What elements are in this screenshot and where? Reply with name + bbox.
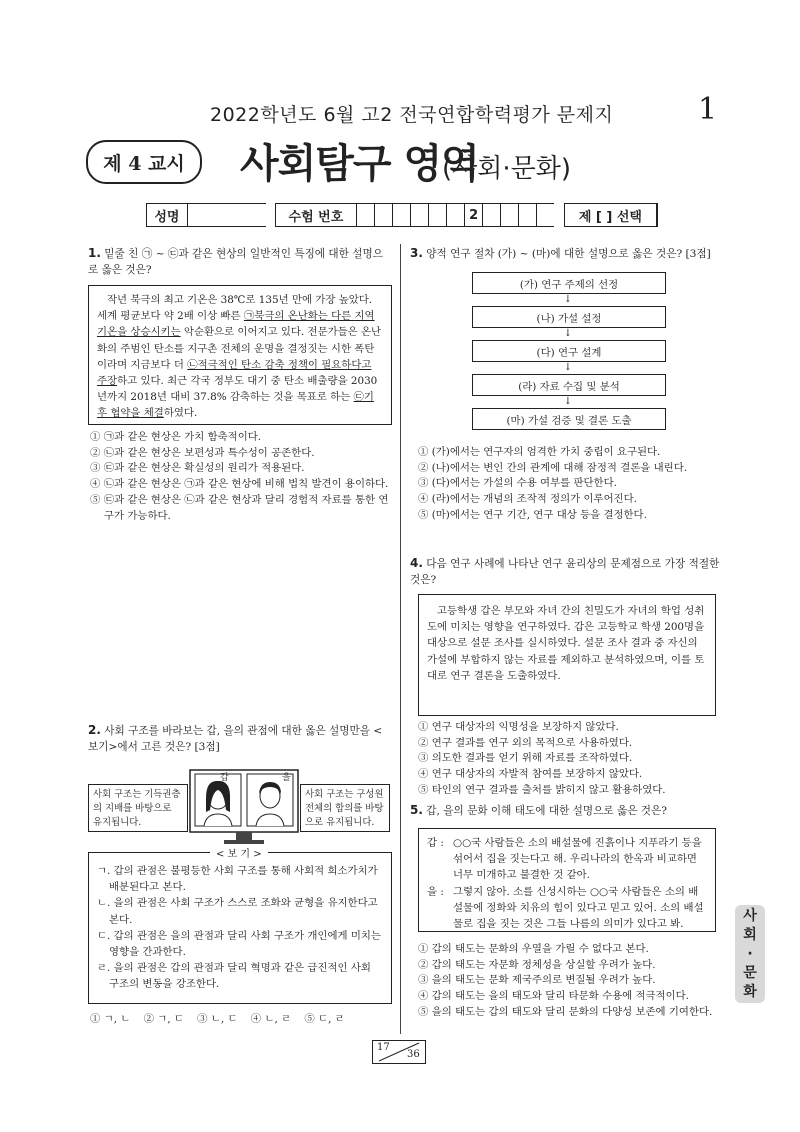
subject-subtitle: (사회·문화) [442,154,572,184]
passage-text: 하였다. [163,407,198,420]
option-5[interactable]: ⑤ ㉢과 같은 현상은 ㉡과 같은 현상과 달리 경험적 자료를 통한 연구가 가능하다. [90,493,389,522]
question-stem: 갑, 을의 문화 이해 태도에 대한 설명으로 옳은 것은? [426,805,667,817]
dialogue-text: 그렇지 않아. 소를 신성시하는 ○○국 사람들은 소의 배설물에 정화와 치유의 힘이 있다고 믿고 있어. 소의 배설물로 집을 짓는 것은 그들 나름의 의미가 있다고 봐. [453,885,704,931]
bogi-title: < 보 기 > [210,845,268,860]
exam-number-digit[interactable] [482,203,500,227]
option-2[interactable]: ② (나)에서는 변인 간의 관계에 대해 잠정적 결론을 내린다. [418,461,688,474]
question-number: 3. [410,246,423,260]
research-flowchart [472,272,666,430]
dialogue-text: ○○국 사람들은 소의 배설물에 진흙이나 지푸라기 등을 섞어서 집을 짓는다고 해. 우리나라의 한옥과 비교하면 너무 미개하고 불결한 것 같아. [453,837,702,882]
exam-number-digit[interactable] [392,203,410,227]
exam-number-digit[interactable] [356,203,374,227]
option-5[interactable]: ⑤ 을의 태도는 갑의 태도와 달리 문화의 다양성 보존에 기여한다. [418,1005,713,1018]
exam-number-digit[interactable] [518,203,536,227]
speaker-label: 을 : [427,885,444,898]
dialogue-line-b [427,884,707,933]
page-number: 1 [698,92,718,127]
exam-number-digit[interactable] [536,203,554,227]
exam-number-label: 수험 번호 [275,203,356,227]
question-4 [410,555,730,588]
option-4[interactable]: ④ (라)에서는 개념의 조작적 정의가 이루어진다. [418,493,637,506]
flow-step: (나) 가설 설정 [472,306,666,328]
option-2[interactable]: ② 갑의 태도는 자문화 정체성을 상실할 우려가 높다. [418,958,656,971]
underline-c: ㉢기후 협약을 체결 [97,391,374,420]
exam-number-digit-fixed: 2 [464,203,482,227]
q4-options [418,720,734,799]
side-tab-char: 문 [743,964,757,981]
flow-step: (마) 가설 검증 및 결론 도출 [472,408,666,430]
exam-number-digit[interactable] [374,203,392,227]
speech-bubble-a: 사회 구조는 기득권층의 지배를 바탕으로 유지됩니다. [88,784,188,832]
option-2[interactable]: ② 연구 결과를 연구 외의 목적으로 사용하였다. [418,736,633,749]
elective-choice-field[interactable]: 제 [ ] 선택 [564,203,658,227]
flow-step: (가) 연구 주제의 선정 [472,272,666,294]
bogi-item[interactable]: ㄷ. 갑의 관점은 을의 관점과 달리 사회 구조가 개인에게 미치는 영향을 간과한다. [97,929,381,959]
dialogue-line-a [427,835,707,884]
page-counter [372,1040,426,1064]
student-info-bar [146,203,658,227]
underline-a: ㉠북극의 온난화는 다른 지역 기온을 상승시키는 [97,310,375,339]
q5-dialogue-box [418,828,716,932]
exam-number-digit[interactable] [500,203,518,227]
exam-number-digit[interactable] [410,203,428,227]
option-5[interactable]: ⑤ 타인의 연구 결과를 출처를 밝히지 않고 활용하였다. [418,783,666,796]
subject-side-tab [735,905,765,1003]
side-tab-char: 사 [743,907,757,924]
column-divider [400,244,401,1034]
q5-options [418,942,734,1021]
q1-options [90,430,392,524]
bogi-item[interactable]: ㄹ. 을의 관점은 갑의 관점과 달리 혁명과 같은 급진적인 사회 구조의 변동을 강조한다. [97,962,371,991]
option-1[interactable]: ① 갑의 태도는 문화의 우열을 가릴 수 없다고 본다. [418,943,649,955]
option-4[interactable]: ④ ㉡과 같은 현상은 ㉠과 같은 현상에 비해 법칙 발견이 용이하다. [90,478,389,491]
speech-bubble-b: 사회 구조는 구성원 전체의 합의를 바탕으로 유지됩니다. [300,784,390,832]
name-field[interactable] [187,203,266,227]
question-5 [410,802,730,819]
option-5[interactable]: ⑤ (마)에서는 연구 기간, 연구 대상 등을 결정한다. [418,508,647,521]
flow-step: (다) 연구 설계 [472,340,666,362]
option-1[interactable]: ① (가)에서는 연구자의 엄격한 가치 중립이 요구된다. [418,446,661,458]
q1-passage-box [88,285,392,425]
question-number: 2. [88,723,101,737]
question-stem: 사회 구조를 바라보는 갑, 을의 관점에 대한 옳은 설명만을 <보기>에서 고른 것은? [3점] [88,725,383,753]
underline-b: ㉡적극적인 탄소 감축 정책이 필요하다고 주장 [97,358,372,388]
down-arrow-icon: ↓ [563,294,573,305]
option-3[interactable]: ③ 을의 태도는 문화 제국주의로 변질될 우려가 높다. [418,974,656,987]
option-3[interactable]: ③ ㉢과 같은 현상은 확실성의 원리가 적용된다. [90,462,305,475]
option-4[interactable]: ④ 연구 대상자의 자발적 참여를 보장하지 않았다. [418,768,643,781]
q3-options [418,445,734,524]
period-badge: 제 4 교시 [86,140,202,184]
question-2 [88,722,392,755]
passage-text: 악순환으로 이어지고 있다. 전문가들은 온난화의 주범인 탄소를 지구촌 전체의 운명을 결정짓는 시한 폭탄이라며 지금보다 더 [97,326,382,371]
option-1[interactable]: ① 연구 대상자의 익명성을 보장하지 않았다. [418,721,619,733]
option-2[interactable]: ② ㉡과 같은 현상은 보편성과 특수성이 공존한다. [90,446,315,459]
name-label: 성명 [146,203,187,227]
question-stem: 다음 연구 사례에 나타난 연구 윤리상의 문제점으로 가장 적절한 것은? [410,558,720,586]
question-stem: 양적 연구 절차 (가) ~ (마)에 대한 설명으로 옳은 것은? [3점] [426,248,711,260]
exam-title: 2022학년도 6월 고2 전국연합학력평가 문제지 [210,104,614,126]
option-1[interactable]: ① ㉠과 같은 현상은 가치 함축적이다. [90,431,262,443]
bogi-item[interactable]: ㄱ. 갑의 관점은 불평등한 사회 구조를 통해 사회적 희소가치가 배분된다고 본다. [97,865,378,894]
side-tab-char: · [747,945,753,962]
question-number: 1. [88,246,101,260]
speaker-a-label: 갑 [220,773,229,783]
question-number: 5. [410,803,423,817]
q4-passage-box: 고등학생 갑은 부모와 자녀 간의 친밀도가 자녀의 학업 성취도에 미치는 영향을 연구하였다. 갑은 고등학교 학생 200명을 대상으로 설문 조사를 실시하였다. 설문 조사 결과 중 자신의 가설에 부합하지 않는 자료를 제외하고 분석하였으며, 이를 토대로 연구 결론을 도출하였다. [418,594,716,716]
subject-title: 사회탐구 영역 [240,141,479,187]
total-pages: 36 [407,1049,420,1060]
passage-text: 하고 있다. 최근 각국 정부도 대기 중 탄소 배출량을 2030년까지 2018년 대비 37.8% 감축하는 것을 목표로 하는 [97,375,378,404]
current-page: 17 [377,1042,390,1053]
bogi-item[interactable]: ㄴ. 을의 관점은 사회 구조가 스스로 조화와 균형을 유지한다고 본다. [97,897,378,926]
flow-step: (라) 자료 수집 및 분석 [472,374,666,396]
q2-answer-options[interactable]: ① ㄱ, ㄴ ② ㄱ, ㄷ ③ ㄴ, ㄷ ④ ㄴ, ㄹ ⑤ ㄷ, ㄹ [90,1013,345,1025]
speaker-label: 갑 : [427,837,444,849]
question-stem: 밑줄 친 ㉠ ~ ㉢과 같은 현상의 일반적인 특징에 대한 설명으로 옳은 것은? [88,248,383,276]
bogi-box [88,852,392,1004]
question-1 [88,245,392,278]
side-tab-char: 화 [743,983,757,1000]
exam-number-digit[interactable] [428,203,446,227]
passage-text: 작년 북극의 최고 기온은 38℃로 135년 만에 가장 높았다. 세계 평균보다 약 2배 이상 빠른 [97,294,373,323]
question-3 [410,245,730,262]
question-number: 4. [410,556,423,570]
side-tab-char: 회 [743,926,757,943]
down-arrow-icon: ↓ [563,328,573,339]
exam-number-digit[interactable] [446,203,464,227]
option-3[interactable]: ③ (다)에서는 가설의 수용 여부를 판단한다. [418,477,617,490]
down-arrow-icon: ↓ [563,396,573,407]
option-3[interactable]: ③ 의도한 결과를 얻기 위해 자료를 조작하였다. [418,752,633,765]
down-arrow-icon: ↓ [563,362,573,373]
speaker-b-label: 을 [282,773,291,783]
option-4[interactable]: ④ 갑의 태도는 을의 태도와 달리 타문화 수용에 적극적이다. [418,990,689,1003]
